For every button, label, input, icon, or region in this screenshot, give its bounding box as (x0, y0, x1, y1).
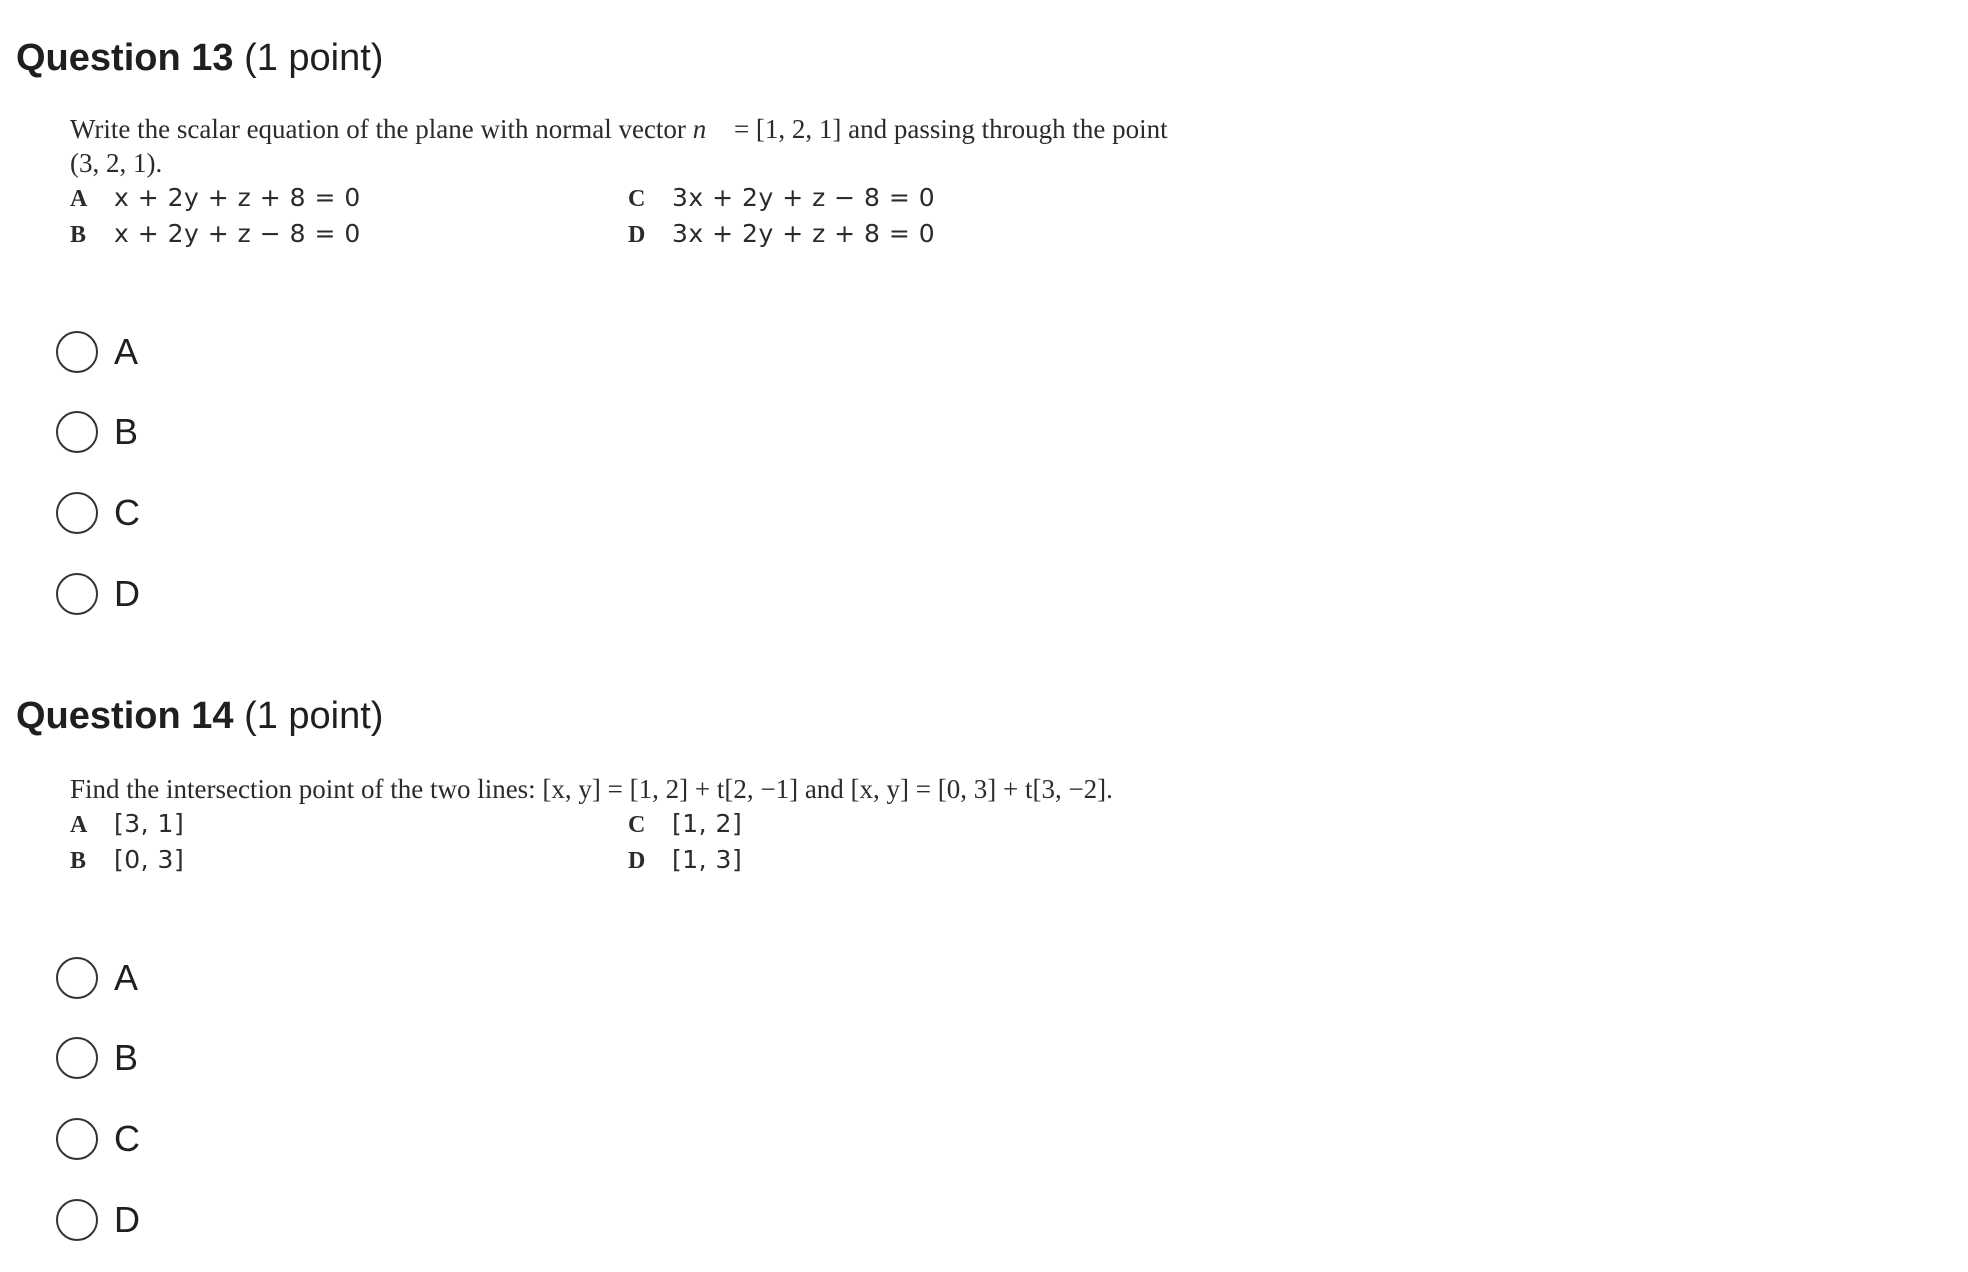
radio-button[interactable] (56, 1037, 98, 1079)
question-14-option-b[interactable] (56, 1033, 256, 1083)
radio-button[interactable] (56, 1199, 98, 1241)
question-14-option-c[interactable] (56, 1114, 256, 1164)
question-13-stem-part2: = [1, 2, 1] and passing through the point (727, 114, 1168, 144)
choice-letter: B (70, 848, 87, 874)
question-13-option-c[interactable] (56, 488, 256, 538)
option-label: B (114, 411, 139, 452)
question-13-choices (70, 180, 1070, 252)
choice-text: x + 2y + z − 8 = 0 (114, 219, 361, 248)
choice-text: 3x + 2y + z − 8 = 0 (672, 183, 936, 212)
question-14-choice-b (70, 842, 184, 876)
option-label: A (114, 957, 139, 998)
choice-text: 3x + 2y + z + 8 = 0 (672, 219, 936, 248)
radio-button[interactable] (56, 411, 98, 453)
question-14-stem: Find the intersection point of the two lines: [x, y] = [1, 2] + t[2, −1] and [x, y] = [0, 3] + t[3, −2]. (70, 774, 1113, 804)
question-13-choice-c (628, 180, 935, 214)
question-13-option-a[interactable] (56, 327, 256, 377)
radio-button[interactable] (56, 331, 98, 373)
question-13-title: Question 13 (16, 37, 234, 79)
radio-button[interactable] (56, 492, 98, 534)
option-label: B (114, 1037, 139, 1078)
choice-text: [1, 3] (672, 845, 743, 874)
choice-letter: D (628, 848, 646, 874)
question-13-option-d[interactable] (56, 569, 256, 619)
option-label: D (114, 1199, 140, 1240)
question-13-header (16, 36, 1916, 80)
question-14-choices (70, 806, 1070, 878)
question-13-option-b[interactable] (56, 407, 256, 457)
question-13-points: (1 point) (244, 37, 384, 79)
choice-letter: C (628, 186, 646, 212)
question-14 (16, 694, 1916, 738)
question-13-choice-d (628, 216, 935, 250)
choice-letter: A (70, 186, 88, 212)
choice-letter: A (70, 812, 88, 838)
option-label: D (114, 573, 140, 614)
choice-letter: B (70, 222, 87, 248)
question-13-body (70, 112, 1290, 252)
choice-text: [1, 2] (672, 809, 743, 838)
question-14-title: Question 14 (16, 695, 234, 737)
option-label: C (114, 1118, 140, 1159)
question-14-choice-c (628, 806, 742, 840)
option-label: A (114, 331, 139, 372)
question-14-option-a[interactable] (56, 953, 256, 1003)
radio-button[interactable] (56, 1118, 98, 1160)
choice-letter: D (628, 222, 646, 248)
question-13-stem (70, 112, 1290, 180)
radio-button[interactable] (56, 957, 98, 999)
question-13-choice-b (70, 216, 361, 250)
question-14-choice-a (70, 806, 184, 840)
question-14-points: (1 point) (244, 695, 384, 737)
question-14-option-d[interactable] (56, 1195, 256, 1245)
radio-button[interactable] (56, 573, 98, 615)
question-14-body (70, 772, 1290, 878)
question-13-stem-part1: Write the scalar equation of the plane with normal vector (70, 114, 693, 144)
option-label: C (114, 492, 140, 533)
choice-text: [0, 3] (114, 845, 185, 874)
question-13 (16, 36, 1916, 80)
question-13-choice-a (70, 180, 361, 214)
choice-text: [3, 1] (114, 809, 185, 838)
choice-letter: C (628, 812, 646, 838)
question-14-choice-d (628, 842, 742, 876)
normal-vector-symbol: n⃗ (692, 114, 728, 144)
question-13-stem-line2: (3, 2, 1). (70, 148, 163, 178)
question-14-header (16, 694, 1916, 738)
choice-text: x + 2y + z + 8 = 0 (114, 183, 361, 212)
